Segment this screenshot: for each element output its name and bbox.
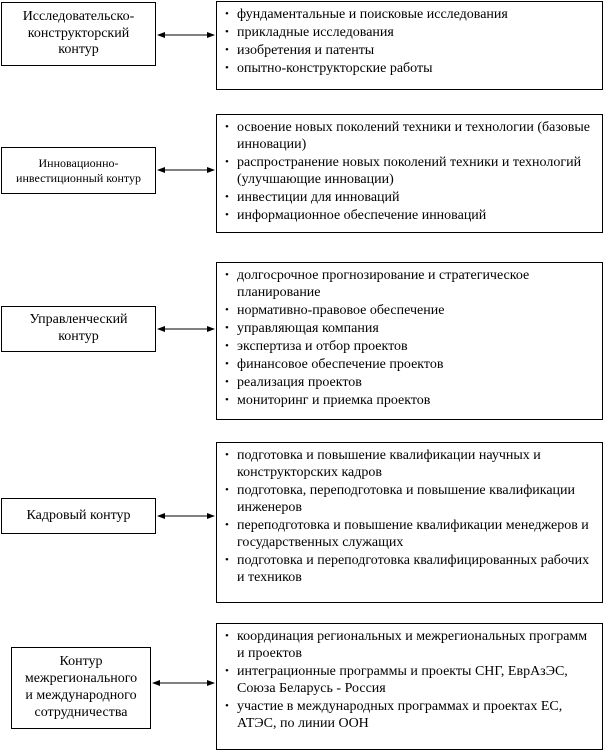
contour-box-cooperation [11,647,151,729]
list-item: • подготовка и переподготовка квалифицированных рабочих и техников [225,553,590,585]
bullet-icon: • [225,269,229,281]
bullet-icon: • [225,519,229,531]
bullet-icon: • [225,209,229,221]
list-item: • финансовое обеспечение проектов [225,357,444,372]
list-item: • участие в международных программах и проектах ЕС, АТЭС, по линии ООН [225,699,563,731]
details-box-research [216,1,603,90]
bullet-icon: • [225,304,229,316]
list-item: • управляющая компания [225,321,379,336]
bullet-icon: • [225,62,229,74]
details-list [225,267,596,409]
bullet-icon: • [225,554,229,566]
list-item: • изобретения и патенты [225,43,375,58]
bullet-icon: • [225,26,229,38]
contour-label-line: Инновационно- [38,156,119,171]
contour-box-personnel [1,498,156,534]
list-item: • интеграционные программы и проекты СНГ, ЕврАзЭС, Союза Беларусь - Россия [225,664,568,696]
contour-label-line: и международного [25,688,137,703]
contour-label-line: сотрудничества [34,704,128,720]
bullet-icon: • [225,376,229,388]
details-list [225,447,596,586]
details-list [225,628,596,732]
list-item: • инвестиции для инноваций [225,190,400,205]
bullet-icon: • [225,44,229,56]
contour-label-line: Исследовательско- [22,8,135,24]
contour-label-line: Кадровый контур [26,507,131,523]
list-item: • распространение новых поколений техники и технологий (улучшающие инновации) [225,155,582,187]
contour-label-line: контур [58,329,99,344]
bullet-icon: • [225,394,229,406]
contour-box-management [1,306,156,352]
contour-label-line: межрегионального [24,671,138,687]
details-box-cooperation [216,623,603,750]
contour-box-innovation [1,147,156,194]
bullet-icon: • [225,191,229,203]
bullet-icon: • [225,449,229,461]
list-item: • освоение новых поколений техники и технологии (базовые инновации) [225,120,591,152]
list-item: • координация региональных и межрегиональных программ и проектов [225,629,588,661]
bullet-icon: • [225,484,229,496]
details-box-management [216,262,603,420]
list-item: • мониторинг и приемка проектов [225,393,431,408]
bullet-icon: • [225,156,229,168]
list-item: • подготовка, переподготовка и повышение квалификации инженеров [225,483,576,515]
list-item: • экспертиза и отбор проектов [225,339,408,354]
list-item: • переподготовка и повышение квалификации менеджеров и государственных служащих [225,518,589,550]
details-list [225,6,596,77]
contour-label-line: Управленческий [29,312,128,328]
details-list [225,119,596,224]
bullet-icon: • [225,322,229,334]
contour-box-research [1,2,156,66]
list-item: • фундаментальные и поисковые исследования [225,7,508,22]
contour-label-line: конструкторский [27,25,130,41]
list-item: • реализация проектов [225,375,362,390]
details-box-innovation [216,114,603,233]
list-item: • прикладные исследования [225,25,394,40]
bullet-icon: • [225,630,229,642]
bullet-icon: • [225,340,229,352]
list-item: • опытно-конструкторские работы [225,61,433,76]
bullet-icon: • [225,665,229,677]
details-box-personnel [216,442,603,603]
bullet-icon: • [225,700,229,712]
list-item: • долгосрочное прогнозирование и стратегическое планирование [225,268,530,300]
bullet-icon: • [225,358,229,370]
list-item: • нормативно-правовое обеспечение [225,303,445,318]
contour-label-line: контур [58,42,99,58]
bullet-icon: • [225,8,229,20]
list-item: • подготовка и повышение квалификации научных и конструкторских кадров [225,448,541,480]
list-item: • информационное обеспечение инноваций [225,208,487,223]
bullet-icon: • [225,121,229,133]
contour-label-line: инвестиционный контур [16,170,141,185]
contour-label-line: Контур [59,654,103,670]
